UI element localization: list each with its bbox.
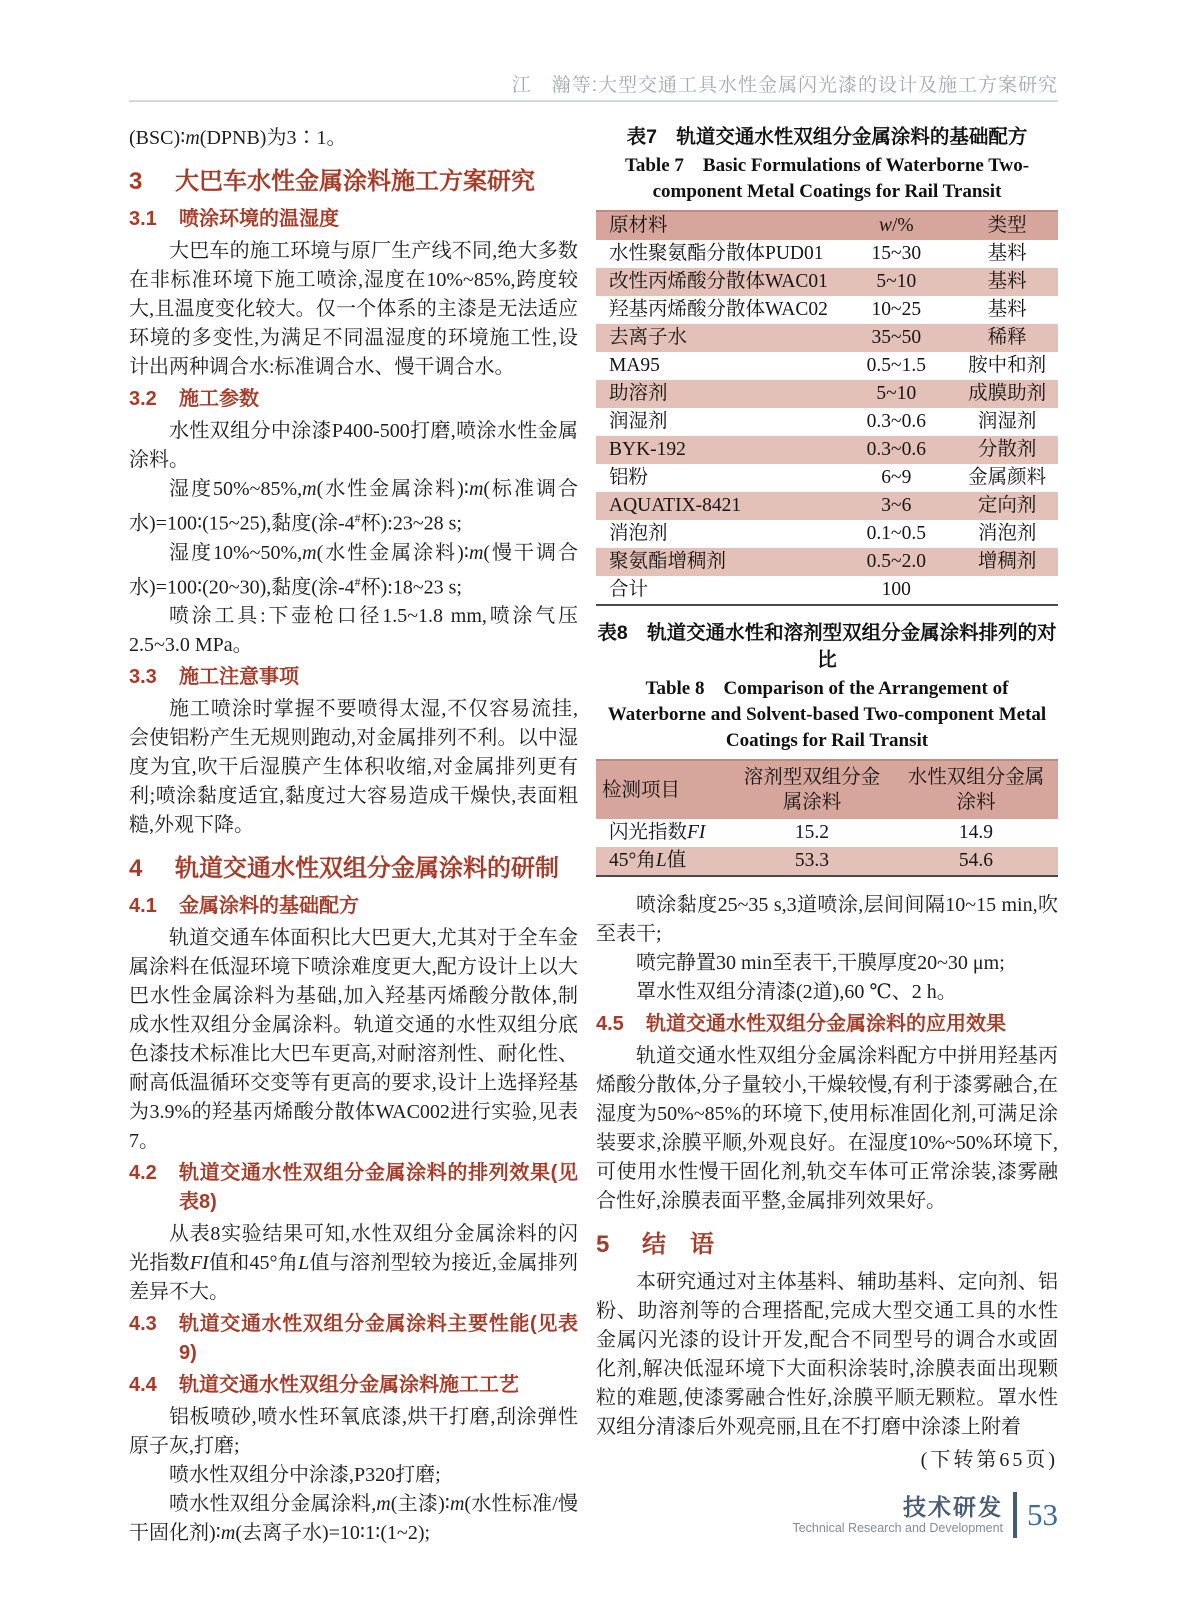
subsection-number: 4.5 (596, 1013, 624, 1035)
table-cell: AQUATIX-8421 (609, 495, 742, 516)
table-row (596, 408, 1058, 436)
subsection-number: 3.3 (129, 666, 157, 689)
section-title: 结 语 (642, 1231, 714, 1258)
subsection-title: 轨道交通水性双组分金属涂料施工工艺 (179, 1374, 519, 1397)
footer-divider-bar (1013, 1492, 1017, 1538)
table-cell: 0.3~0.6 (866, 411, 926, 432)
paragraph-4-4-a: 铝板喷砂,喷水性环氧底漆,烘干打磨,刮涂弹性原子灰,打磨; (129, 1406, 578, 1458)
column-header: w/% (836, 211, 956, 240)
table-cell: 水性聚氨酯分散体PUD01 (609, 243, 824, 264)
paragraph-3-3: 施工喷涂时掌握不要喷得太湿,不仅容易流挂,会使铝粉产生无规则跑动,对金属排列不利。以中湿度为宜,吹干后湿膜产生体积收缩,对金属排列更有利;喷涂黏度适宜,黏度过大容易造成干燥快,表面粗糙,外观下降。 (129, 698, 578, 837)
table-cell: MA95 (609, 355, 660, 376)
table-cell: 成膜助剂 (968, 383, 1047, 404)
table-cell: 14.9 (958, 822, 994, 843)
table-cell: 稀释 (987, 327, 1027, 348)
column-header: 检测项目 (596, 760, 730, 819)
section-title: 大巴车水性金属涂料施工方案研究 (175, 168, 535, 195)
table-cell: 改性丙烯酸分散体WAC01 (609, 271, 828, 292)
table-cell: 5~10 (876, 383, 917, 404)
table-cell: 3~6 (881, 495, 912, 516)
paragraph-3-2-b: 湿度50%~85%,m(水性金属涂料)∶m(标准调合水)=100∶(15~25),黏度(涂-4#杯):23~28 s; (129, 478, 578, 535)
column-header: 原材料 (596, 211, 836, 240)
section-title: 轨道交通水性双组分金属涂料的研制 (175, 855, 559, 883)
paragraph-4-4-e: 喷完静置30 min至表干,干膜厚度20~30 μm; (636, 952, 1005, 974)
table-row (596, 520, 1058, 548)
table-row (596, 548, 1058, 576)
table-row (596, 380, 1058, 408)
table-cell: 去离子水 (609, 327, 688, 348)
table7-body (596, 240, 1058, 605)
table-cell: BYK-192 (609, 439, 686, 460)
table-cell: 助溶剂 (609, 383, 668, 404)
subsection-heading-4-2 (129, 1159, 578, 1217)
subsection-heading-4-4 (129, 1371, 578, 1400)
table-cell: 0.5~2.0 (866, 551, 926, 572)
subsection-heading-3-2 (129, 385, 578, 414)
subsection-number: 4.2 (129, 1162, 157, 1185)
table-cell: 消泡剂 (977, 523, 1037, 544)
table-row (596, 436, 1058, 464)
table-row (596, 464, 1058, 492)
subsection-heading-4-1 (129, 892, 578, 921)
table8 (596, 759, 1058, 877)
paragraph-4-4-b: 喷水性双组分中涂漆,P320打磨; (169, 1464, 441, 1487)
section-heading-4 (129, 852, 578, 886)
paragraph-4-4-f: 罩水性双组分清漆(2道),60 ℃、2 h。 (636, 981, 957, 1003)
right-column (596, 124, 1058, 1548)
section-number: 3 (129, 168, 143, 195)
table-cell: 0.1~0.5 (866, 523, 926, 544)
table-cell: 53.3 (794, 850, 830, 871)
table-row (596, 268, 1058, 296)
table-row (596, 576, 1058, 605)
table-cell: 金属颜料 (968, 467, 1047, 488)
paragraph-3-1: 大巴车的施工环境与原厂生产线不同,绝大多数在非标准环境下施工喷涂,湿度在10%~85%,跨度较大,且温度变化较大。仅一个体系的主漆是无法适应环境的多变性,为满足不同温湿度的环境施工性,设计出两种调合水:标准调合水、慢干调合水。 (129, 240, 578, 378)
paragraph-4-5: 轨道交通水性双组分金属涂料配方中拼用羟基丙烯酸分散体,分子量较小,干燥较慢,有利于漆雾融合,在湿度为50%~85%的环境下,使用标准固化剂,可满足涂装要求,涂膜平顺,外观良好。在湿度10%~50%环境下,可使用水性慢干固化剂,轨交车体可正常涂装,漆雾融合性好,涂膜表面平整,金属排列效果好。 (596, 1045, 1058, 1212)
table-row (596, 296, 1058, 324)
paragraph-3-2-c: 湿度10%~50%,m(水性金属涂料)∶m(慢干调合水)=100∶(20~30),黏度(涂-4#杯):18~23 s; (129, 541, 578, 599)
table-cell: 消泡剂 (609, 523, 668, 544)
table-cell: 54.6 (958, 850, 994, 871)
table-cell (956, 576, 1058, 605)
table-row (596, 819, 1058, 847)
section-heading-5 (596, 1228, 1058, 1262)
table-cell: 羟基丙烯酸分散体WAC02 (609, 299, 828, 320)
continuation-note: (下转第65页) (920, 1449, 1058, 1471)
table8-block (596, 620, 1058, 877)
subsection-number: 4.3 (129, 1313, 157, 1336)
table-cell: 0.3~0.6 (866, 439, 926, 460)
table8-body (596, 819, 1058, 876)
column-header: 溶剂型双组分金属涂料 (730, 760, 894, 819)
subsection-title: 轨道交通水性双组分金属涂料的排列效果(见表8) (179, 1162, 578, 1214)
subsection-title: 金属涂料的基础配方 (179, 895, 359, 918)
subsection-heading-4-5 (596, 1010, 1058, 1039)
table-cell: 15~30 (871, 243, 922, 264)
table-cell: 0.5~1.5 (866, 355, 926, 376)
table-cell: 基料 (987, 243, 1027, 264)
content-columns (129, 124, 1058, 1548)
table-cell: 合计 (609, 579, 649, 600)
table-cell: 15.2 (794, 822, 830, 843)
table-cell: 润湿剂 (609, 411, 668, 432)
paragraph-3-2-d: 喷涂工具:下壶枪口径1.5~1.8 mm,喷涂气压2.5~3.0 MPa。 (129, 605, 578, 657)
table-cell: 6~9 (881, 467, 912, 488)
table-cell: 10~25 (871, 299, 922, 320)
table-header-row (596, 760, 1058, 819)
table-cell: 闪光指数FI (609, 822, 706, 843)
table8-caption-en: Table 8 Comparison of the Arrangement of Waterborne and Solvent-based Two-component Metal Coatings for Rail Transit (607, 678, 1047, 751)
table-row (596, 847, 1058, 876)
subsection-title: 喷涂环境的温湿度 (179, 208, 339, 230)
subsection-number: 3.2 (129, 388, 157, 410)
table-cell: 基料 (987, 271, 1027, 292)
table7-caption-en: Table 7 Basic Formulations of Waterborne Two-component Metal Coatings for Rail Transit (624, 155, 1030, 202)
column-header: 类型 (956, 211, 1058, 240)
table-cell: 聚氨酯增稠剂 (609, 551, 727, 572)
subsection-number: 4.4 (129, 1374, 157, 1397)
header-rule (129, 100, 1058, 102)
table-cell: 5~10 (876, 271, 917, 292)
table7-caption-cn: 表7 轨道交通水性双组分金属涂料的基础配方 (626, 126, 1028, 148)
footer-label-en: Technical Research and Development (792, 1521, 1003, 1535)
paragraph-4-1: 轨道交通车体面积比大巴更大,尤其对于全车金属涂料在低湿环境下喷涂难度更大,配方设计上以大巴水性金属涂料为基础,加入羟基丙烯酸分散体,制成水性双组分金属涂料。轨道交通的水性双组分底色漆技术标准比大巴车更高,对耐溶剂性、耐化性、耐高低温循环交变等有更高的要求,设计上选择羟基为3.9%的羟基丙烯酸分散体WAC002进行实验,见表7。 (129, 927, 578, 1153)
table-cell: 定向剂 (977, 495, 1037, 516)
page-footer (792, 1492, 1058, 1538)
table-cell: 润湿剂 (977, 411, 1037, 432)
paragraph-4-2: 从表8实验结果可知,水性双组分金属涂料的闪光指数FI值和45°角L值与溶剂型较为接近,金属排列差异不大。 (129, 1223, 579, 1304)
section-heading-3 (129, 165, 578, 199)
table-cell: 分散剂 (977, 439, 1037, 460)
paragraph-4-4-c: 喷水性双组分金属涂料,m(主漆)∶m(水性标准/慢干固化剂)∶m(去离子水)=10∶1∶(1~2); (129, 1493, 579, 1545)
table-row (596, 324, 1058, 352)
left-column (129, 124, 578, 1548)
table-row (596, 492, 1058, 520)
table-row (596, 240, 1058, 268)
subsection-number: 3.1 (129, 208, 157, 230)
table-cell: 铝粉 (609, 467, 649, 488)
table-cell: 45°角L值 (609, 850, 687, 871)
footer-label-cn: 技术研发 (903, 1494, 1003, 1520)
subsection-heading-4-3 (129, 1310, 578, 1368)
subsection-title: 轨道交通水性双组分金属涂料的应用效果 (646, 1013, 1006, 1035)
table-cell: 100 (881, 579, 911, 600)
paragraph-4-4-d: 喷涂黏度25~35 s,3道喷涂,层间间隔10~15 min,吹至表干; (596, 894, 1058, 945)
section-number: 4 (129, 855, 143, 883)
table-cell: 35~50 (871, 327, 922, 348)
subsection-heading-3-1 (129, 205, 578, 234)
column-header: 水性双组分金属涂料 (894, 760, 1058, 819)
table-header-row (596, 211, 1058, 240)
footer-section-label (792, 1494, 1003, 1536)
table8-caption-cn: 表8 轨道交通水性和溶剂型双组分金属涂料排列的对比 (597, 622, 1057, 671)
table-row (596, 352, 1058, 380)
table-cell: 增稠剂 (977, 551, 1037, 572)
subsection-title: 施工参数 (179, 388, 259, 410)
table7-block (596, 124, 1058, 606)
subsection-number: 4.1 (129, 895, 157, 918)
section-number: 5 (596, 1231, 610, 1258)
running-head: 江 瀚等:大型交通工具水性金属闪光漆的设计及施工方案研究 (511, 75, 1058, 96)
table-cell: 胺中和剂 (968, 355, 1047, 376)
page-number: 53 (1027, 1497, 1058, 1532)
paragraph-5: 本研究通过对主体基料、辅助基料、定向剂、铝粉、助溶剂等的合理搭配,完成大型交通工具的水性金属闪光漆的设计开发,配合不同型号的调合水或固化剂,解决低湿环境下大面积涂装时,涂膜表面出现颗粒的难题,使漆雾融合性好,涂膜平顺无颗粒。罩水性双组分清漆后外观亮丽,且在不打磨中涂漆上附着 (596, 1271, 1058, 1438)
subsection-title: 施工注意事项 (179, 666, 299, 689)
paragraph-3-2-a: 水性双组分中涂漆P400-500打磨,喷涂水性金属涂料。 (129, 420, 578, 471)
subsection-title: 轨道交通水性双组分金属涂料主要性能(见表9) (179, 1313, 578, 1365)
subsection-heading-3-3 (129, 663, 578, 692)
table-cell: 基料 (987, 299, 1027, 320)
lead-paragraph: (BSC)∶m(DPNB)为3∶1。 (129, 127, 347, 149)
table7 (596, 210, 1058, 606)
